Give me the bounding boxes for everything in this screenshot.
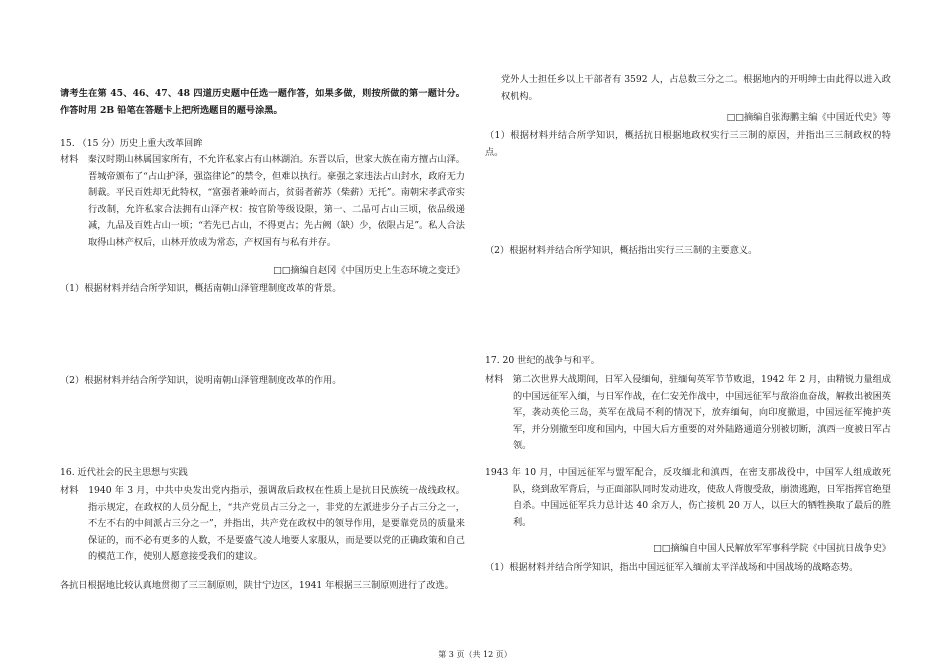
q15-sub-question-2: （2）根据材料并结合所学知识，说明南朝山泽管理制度改革的作用。 — [60, 375, 342, 386]
q16-source: □□摘编自张海鹏主编《中国近代史》等 — [726, 112, 891, 123]
q17-source: □□摘编自中国人民解放军军事科学院《中国抗日战争史》 — [653, 543, 891, 554]
instruction-text: 请考生在第 45、46、47、48 四道历史题中任选一题作答，如果多做，则按所做的第一题计分。作答时用 2B 铅笔在答题卡上把所选题目的题号涂黑。 — [60, 88, 465, 116]
page-footer: 第 3 页（共 12 页） — [438, 650, 512, 659]
q15-material: 材料 秦汉时期山林属国家所有，不允许私家占有山林湖泊。东晋以后，世家大族在南方擅占山泽。晋城帝颁布了“占山护泽，强盗律论”的禁令，但难以执行。豪强之家违法占山封水，政府无力制裁。平民百姓却无此特权，“富强者兼岭而占，贫弱者薪苏（柴薪）无托”。南朝宋孝武帝实行改制，允许私家合法拥有山泽产权：按官阶等级设限，第一、二品可占山三顷，依品级递减，九品及百姓占山一顷；“若先已占山，不得更占；先占阙（缺）少，依限占足”。私人合法取得山林产权后，山林开放成为常态，产权国有与私有并存。 — [60, 154, 465, 248]
q16-title: 16. 近代社会的民主思想与实践 — [60, 467, 188, 478]
q15-sub-question-1: （1）根据材料并结合所学知识，概括南朝山泽管理制度改革的背景。 — [60, 283, 342, 294]
q16-continued-text: 党外人士担任乡以上干部者有 3592 人，占总数三分之二。根据地内的开明绅士由此得以进入政权机构。 — [501, 74, 891, 102]
q16-material: 材料 1940 年 3 月，中共中央发出党内指示，强调敌后政权在性质上是抗日民族统一战线政权。指示规定，在政权的人员分配上，“共产党员占三分之一，非党的左派进步分子占三分之一，不左不右的中间派占三分之一”，并指出，共产党在政权中的领导作用，是要靠党员的质量来保证的，而不必有更多的人数，不是要盛气凌人地要人家服从，而是要以党的正确政策和自己的模范工作，使别人愿意接受我们的建议。 — [60, 485, 465, 562]
q16-sub-question-1: （1）根据材料并结合所学知识，概括抗日根据地政权实行三三制的原因，并指出三三制政权的特点。 — [485, 130, 891, 158]
q17-material-2: 1943 年 10 月，中国远征军与盟军配合，反攻缅北和滇西，在密支那战役中，中国军人组成敢死队，绕到敌军背后，与正面部队同时发动进攻，使敌人背腹受敌，崩溃逃跑，日军指挥官绝望自杀。中国远征军兵力总计达 40 余万人，伤亡接机 20 万人，以巨大的牺牲换取了最后的胜利。 — [485, 467, 891, 528]
q17-material: 材料 第二次世界大战期间，日军入侵缅甸，驻缅甸英军节节败退，1942 年 2 月，由精锐力量组成的中国远征军入缅，与日军作战，在仁安羌作战中，中国远征军与敌浴血奋战，解救出被困英军，袭动英伦三岛，英军在战局不利的情况下，放弃缅甸，向印度撤退，中国远征军掩护英军，并分别撤至印度和国内，中国大后方重要的对外陆路通道分别被切断，滇西一度被日军占领。 — [485, 374, 891, 451]
q17-sub-question-1: （1）根据材料并结合所学知识，指出中国远征军入缅前太平洋战场和中国战场的战略态势。 — [485, 562, 859, 573]
q16-sub-question-2: （2）根据材料并结合所学知识，概括指出实行三三制的主要意义。 — [485, 245, 758, 256]
q17-title: 17. 20 世纪的战争与和平。 — [485, 355, 600, 366]
q15-source: □□摘编自赵冈《中国历史上生态环境之变迁》 — [273, 265, 465, 276]
q15-title: 15. （15 分）历史上重大改革回眸 — [60, 138, 203, 149]
q16-last-line: 各抗日根据地比较认真地贯彻了三三制原则，陕甘宁边区，1941 年根据三三制原则进行了改选。 — [60, 580, 454, 591]
